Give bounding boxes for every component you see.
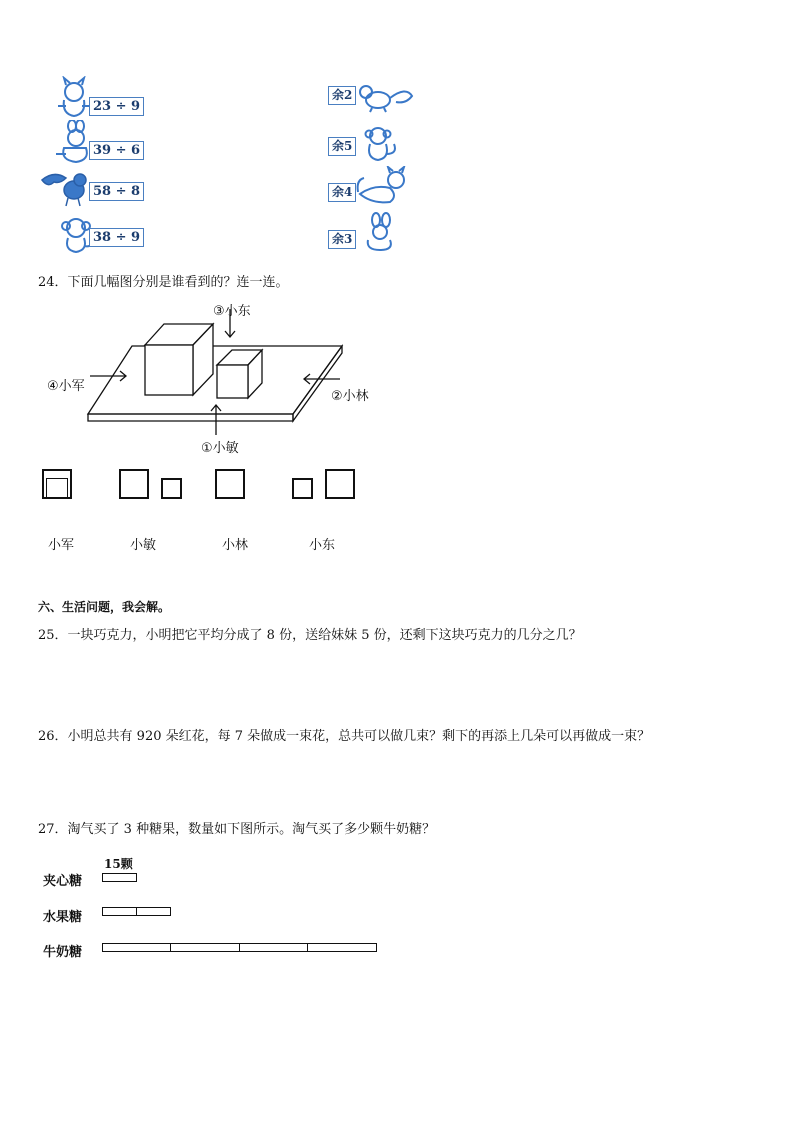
- expression-card[interactable]: 23 ÷ 9: [89, 97, 144, 116]
- expression-card[interactable]: 39 ÷ 6: [89, 141, 144, 160]
- section-title: 六、生活问题，我会解。: [38, 600, 171, 614]
- name-label[interactable]: 小敏: [130, 538, 157, 553]
- monkey-icon: [358, 124, 402, 164]
- remainder-card[interactable]: 余3: [328, 230, 356, 249]
- remainder-card[interactable]: 余5: [328, 137, 356, 156]
- rabbit-icon: [358, 212, 402, 252]
- name-label[interactable]: 小东: [309, 538, 336, 553]
- viewer-label-left: ④小军: [47, 379, 85, 394]
- name-label[interactable]: 小林: [222, 538, 249, 553]
- squirrel-icon: [40, 168, 92, 208]
- remainder-card[interactable]: 余2: [328, 86, 356, 105]
- candy-name: 水果糖: [43, 910, 83, 925]
- candy-segment: [102, 907, 137, 916]
- question-26: 26．小明总共有 920 朵红花，每 7 朵做成一束花，总共可以做几束？剩下的再添上几朵可以再做成一束？: [38, 729, 651, 744]
- name-label[interactable]: 小军: [48, 538, 75, 553]
- remainder-card[interactable]: 余4: [328, 183, 356, 202]
- viewer-label-right: ②小林: [331, 389, 369, 404]
- candy-segment: [102, 873, 137, 882]
- small-cube: [217, 350, 262, 398]
- big-cube: [145, 324, 213, 395]
- question-25: 25．一块巧克力，小明把它平均分成了 8 份，送给妹妹 5 份，还剩下这块巧克力的几分之几？: [38, 628, 582, 643]
- board-front: [88, 414, 293, 421]
- candy-segment: [239, 943, 308, 952]
- question-27: 27．淘气买了 3 种糖果，数量如下图所示。淘气买了多少颗牛奶糖？: [38, 822, 436, 837]
- candy-segment: [170, 943, 239, 952]
- expression-card[interactable]: 58 ÷ 8: [89, 182, 144, 201]
- candy-segment: [136, 907, 171, 916]
- viewer-label-top: ③小东: [213, 304, 251, 319]
- candy-segment: [102, 943, 171, 952]
- cat-icon: [354, 166, 416, 206]
- question-24: 24．下面几幅图分别是谁看到的？连一连。: [38, 275, 289, 290]
- viewer-label-bottom: ①小敏: [201, 441, 239, 456]
- candy-segment: [307, 943, 376, 952]
- candy-name: 牛奶糖: [43, 945, 83, 960]
- board-top: [88, 346, 342, 414]
- board-side: [293, 346, 342, 421]
- expression-card[interactable]: 38 ÷ 9: [89, 228, 144, 247]
- unit-label: 15颗: [104, 857, 133, 871]
- candy-name: 夹心糖: [43, 874, 83, 889]
- squirrel-icon: [356, 80, 416, 114]
